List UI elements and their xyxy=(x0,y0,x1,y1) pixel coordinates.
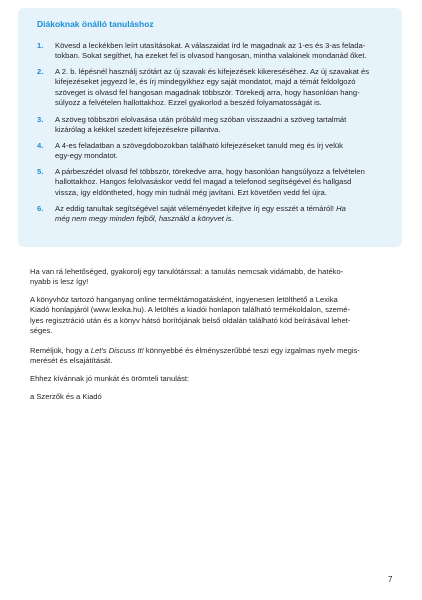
signature-line xyxy=(30,392,395,402)
item-line: vissza, így eldöntheted, hogy min tudnál még javítani. Ezt követően vedd fel újra. xyxy=(55,187,327,197)
item-line: szöveget is olvasd fel hangosan magadnak többször. Törekedj arra, hogy hasonlóan hang- xyxy=(55,87,360,97)
paragraph-line: séges. xyxy=(30,326,53,336)
item-number: 1. xyxy=(37,41,44,50)
paragraph-line: Ehhez kívánnak jó munkát és örömteli tanulást: xyxy=(30,374,190,383)
paragraph-part: Reméljük, hogy a xyxy=(30,346,91,355)
item-line xyxy=(55,204,392,214)
paragraph xyxy=(30,346,395,367)
item-text xyxy=(55,41,392,62)
item-line: A párbeszédet olvasd fel többször, törekedve arra, hogy hasonlóan hangsúlyozz a felvételen xyxy=(55,167,365,176)
paragraph-line xyxy=(30,346,395,356)
paragraph xyxy=(30,267,395,288)
item-line: súlyozz a felvételen hallottakhoz. Ezzel gyakorlod a beszéd folyamatosságát is. xyxy=(55,98,322,108)
paragraph-line: merését és elsajátítását. xyxy=(30,356,113,366)
item-line: tokban. Sokat segíthet, ha ezeket fel is olvasod hangosan, mintha valakinek mondanád őket. xyxy=(55,51,367,61)
item-line: egy-egy mondatot. xyxy=(55,151,118,161)
paragraph-line: lyes regisztráció után és a könyv hátsó borítójának belső oldalán található kód beírásával lehet- xyxy=(30,315,351,325)
item-number: 5. xyxy=(37,167,44,176)
item-line: A 4-es feladatban a szövegdobozokban található kifejezéseket tanuld meg és írj velük xyxy=(55,141,343,150)
item-text xyxy=(55,167,392,198)
book-title: Let's Discuss It! xyxy=(90,346,144,355)
item-number: 6. xyxy=(37,204,44,213)
item-text xyxy=(55,141,392,162)
item-text xyxy=(55,67,392,109)
page-number: 7 xyxy=(388,575,393,584)
item-line-italic: Ha xyxy=(334,204,346,213)
item-line: A szöveg többszöri elolvasása után próbáld meg szóban visszaadni a szöveg tartalmát xyxy=(55,115,347,124)
paragraph-part: könnyebbé és élményszerűbbé teszi egy izgalmas nyelv megis- xyxy=(143,346,360,355)
item-line: hallottakhoz. Hangos felolvasáskor vedd fel magad a telefonod segítségével és hallgasd xyxy=(55,177,352,187)
item-number: 3. xyxy=(37,115,44,124)
paragraph-line: Ha van rá lehetőséged, gyakorolj egy tanulótárssal: a tanulás nemcsak vidámabb, de hatéko- xyxy=(30,267,344,276)
item-line: kizárólag a kékkel szedett kifejezésekre pillantva. xyxy=(55,125,221,135)
item-line-part: Az eddig tanultak segítségével saját véleményedet kifejtve írj egy esszét a témáról! xyxy=(55,204,335,213)
item-number: 4. xyxy=(37,141,44,150)
item-text xyxy=(55,115,392,136)
item-text xyxy=(55,204,392,225)
item-line: kifejezéseket jegyezd le, és írj mindegyikhez egy saját mondatot, majd a témát feldolgozó xyxy=(55,77,356,87)
paragraph xyxy=(30,295,395,337)
paragraph xyxy=(30,374,395,384)
paragraph-line: Kiadó honlapjáról (www.lexika.hu). A letöltés a kiadói honlapon található termékoldalon, szemé- xyxy=(30,305,350,315)
paragraph-line: A könyvhöz tartozó hanganyag online terméktámogatásként, ingyenesen letölthető a Lexika xyxy=(30,295,338,304)
item-line-italic: még nem megy minden fejből, használd a könyvet is. xyxy=(55,214,234,224)
item-line: A 2. b. lépésnél használj szótárt az új szavak és kifejezések kikereséséhez. Az új szavakat és xyxy=(55,67,370,76)
item-line: Kövesd a leckékben leírt utasításokat. A válaszaidat írd le magadnak az 1-es és 3-as felada- xyxy=(55,41,366,50)
item-number: 2. xyxy=(37,67,44,76)
box-title: Diákoknak önálló tanuláshoz xyxy=(37,19,154,29)
paragraph-line: nyabb is lesz így! xyxy=(30,277,89,287)
paragraph-line: a Szerzők és a Kiadó xyxy=(30,392,102,401)
